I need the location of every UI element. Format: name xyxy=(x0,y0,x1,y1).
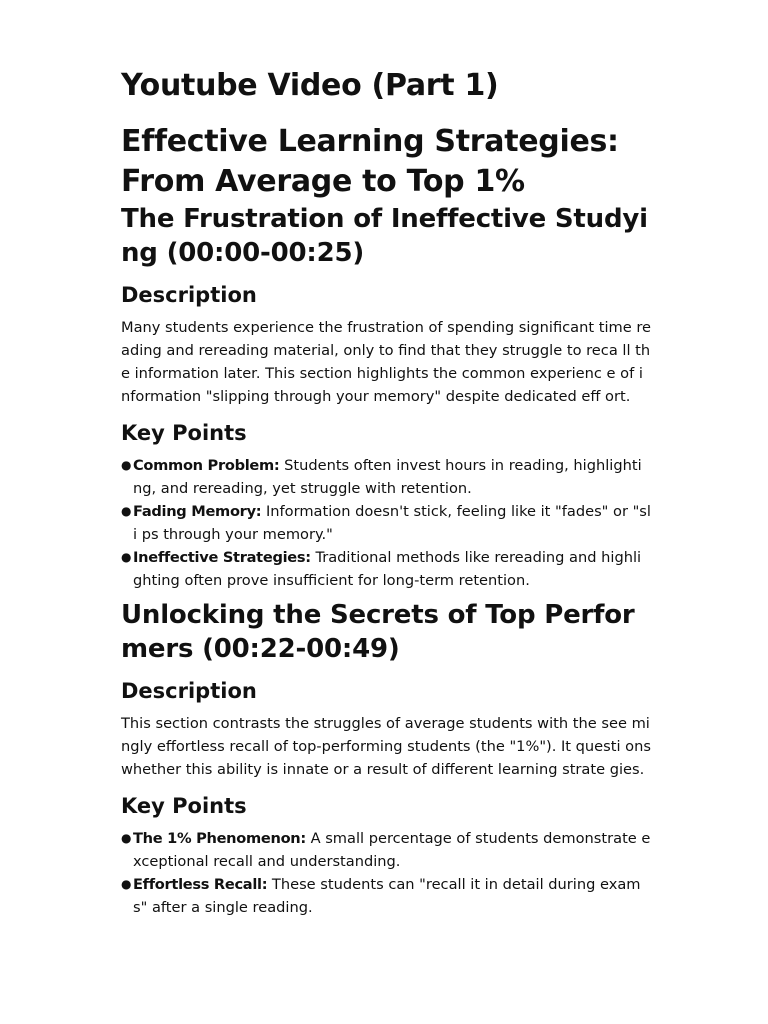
list-item xyxy=(121,827,651,873)
section-title: Unlocking the Secrets of Top Perfor mers (00:22-00:49) xyxy=(121,600,635,664)
list-item xyxy=(121,454,651,500)
list-item xyxy=(121,500,651,546)
point-text: Students often invest hours in reading, highlighti ng, and rereading, yet struggle with retention. xyxy=(133,457,642,497)
bullet-icon: ● xyxy=(121,504,132,518)
section-title: The Frustration of Ineffective Studyi ng (00:00-00:25) xyxy=(121,204,648,268)
point-label: Effortless Recall: xyxy=(133,876,268,893)
key-points-heading: Key Points xyxy=(121,421,247,445)
list-item xyxy=(121,873,651,919)
key-points-heading: Key Points xyxy=(121,794,247,818)
bullet-icon: ● xyxy=(121,458,132,472)
key-points-list xyxy=(121,454,651,592)
point-label: The 1% Phenomenon: xyxy=(133,830,306,847)
bullet-icon: ● xyxy=(121,550,132,564)
document-page xyxy=(121,64,651,919)
description-text: This section contrasts the struggles of average students with the see mingly effortless recall of top-performing students (the "1%"). It questi ons whether this ability is innate or a result of different learning strate gies. xyxy=(121,715,651,778)
section-2 xyxy=(121,598,651,919)
point-text: Traditional methods like rereading and highli ghting often prove insufficient for long-term retention. xyxy=(133,549,642,589)
bullet-icon: ● xyxy=(121,877,132,891)
section-1 xyxy=(121,202,651,592)
description-heading: Description xyxy=(121,283,257,307)
point-label: Ineffective Strategies: xyxy=(133,549,311,566)
bullet-icon: ● xyxy=(121,831,132,845)
main-title: Effective Learning Strategies: From Average to Top 1% xyxy=(121,124,619,199)
point-text: A small percentage of students demonstrate exceptional recall and understanding. xyxy=(133,830,651,870)
video-title: Youtube Video (Part 1) xyxy=(121,68,499,103)
point-label: Common Problem: xyxy=(133,457,280,474)
description-heading: Description xyxy=(121,679,257,703)
point-label: Fading Memory: xyxy=(133,503,262,520)
point-text: These students can "recall it in detail during exam s" after a single reading. xyxy=(133,876,641,916)
list-item xyxy=(121,546,651,592)
point-text: Information doesn't stick, feeling like it "fades" or "sli ps through your memory." xyxy=(133,503,651,543)
description-text: Many students experience the frustration of spending significant time reading and rereading material, only to find that they struggle to reca ll the information later. This section highlights the common experienc e of information "slipping through your memory" despite dedicated eff ort. xyxy=(121,319,651,405)
key-points-list xyxy=(121,827,651,919)
